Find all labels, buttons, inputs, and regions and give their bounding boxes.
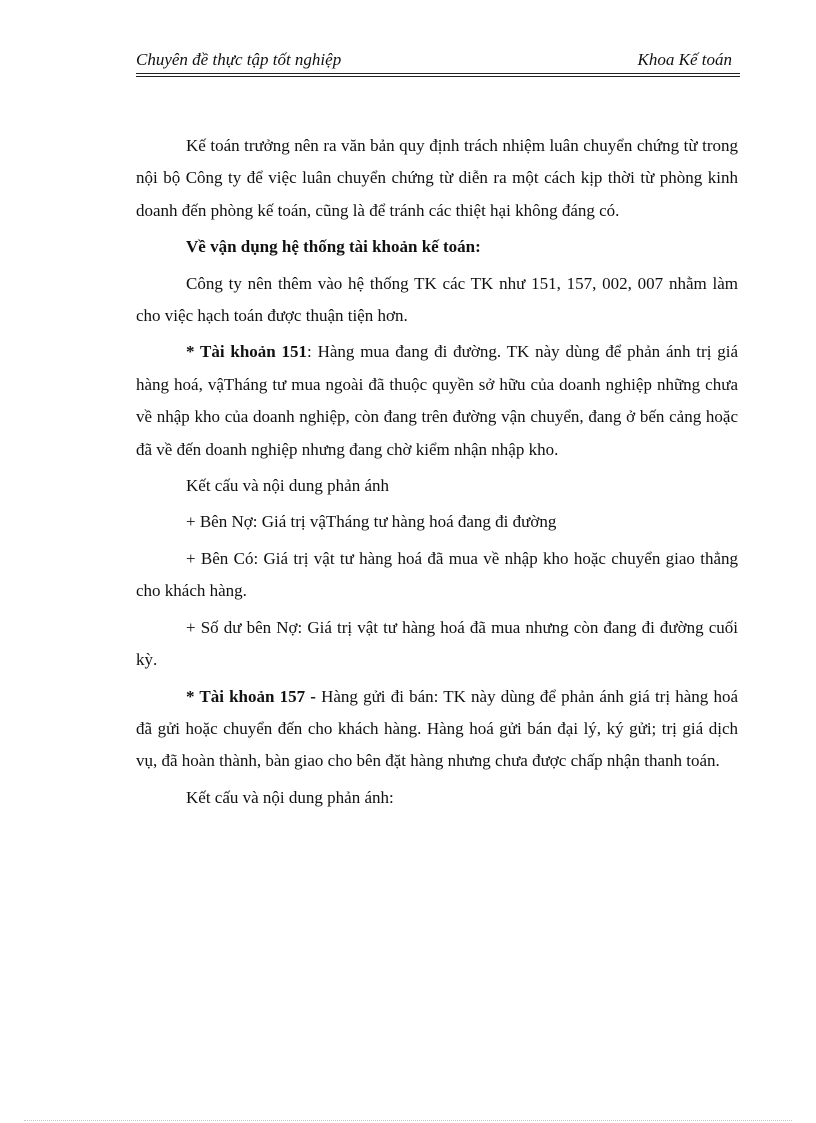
- header-left-title: Chuyên đề thực tập tốt nghiệp: [136, 50, 342, 69]
- page-header: [136, 50, 740, 70]
- header-rule-bottom: [136, 76, 740, 77]
- page-bottom-divider: [24, 1120, 792, 1121]
- paragraph: [136, 681, 738, 778]
- section-heading-text: Về vận dụng hệ thống tài khoản kế toán:: [186, 237, 481, 257]
- account-label: * Tài khoản 151: [186, 342, 308, 362]
- paragraph: + Bên Nợ: Giá trị vậTháng tư hàng hoá đang đi đường: [186, 512, 557, 532]
- document-body: [136, 130, 738, 818]
- account-description: Hàng gửi đi bán: TK này dùng để phản ánh giá trị hàng hoá đã gửi hoặc chuyển đến cho khách hàng. Hàng hoá gửi bán đại lý, ký gửi; trị giá dịch vụ, đã hoàn thành, bàn giao cho bên đặt hàng nhưng chưa được chấp nhận thanh toán.: [136, 686, 738, 771]
- paragraph: [136, 336, 738, 466]
- header-rule-top: [136, 73, 740, 74]
- account-label: * Tài khoản 157 -: [186, 686, 316, 706]
- paragraph: + Bên Có: Giá trị vật tư hàng hoá đã mua về nhập kho hoặc chuyển giao thẳng cho khách hàng.: [136, 548, 738, 601]
- paragraph: Kết cấu và nội dung phản ánh: [186, 476, 389, 496]
- section-heading: [136, 231, 738, 263]
- header-right-title: Khoa Kế toán: [637, 50, 732, 69]
- paragraph: Kế toán trưởng nên ra văn bản quy định trách nhiệm luân chuyển chứng từ trong nội bộ Công ty để việc luân chuyển chứng từ diễn ra một cách kịp thời từ phòng kinh doanh đến phòng kế toán, cũng là để tránh các thiệt hại không đáng có.: [136, 136, 738, 220]
- paragraph: Kết cấu và nội dung phản ánh:: [186, 787, 394, 807]
- paragraph: Công ty nên thêm vào hệ thống TK các TK như 151, 157, 002, 007 nhằm làm cho việc hạch toán được thuận tiện hơn.: [136, 273, 738, 326]
- paragraph: + Số dư bên Nợ: Giá trị vật tư hàng hoá đã mua nhưng còn đang đi đường cuối kỳ.: [136, 617, 738, 670]
- account-description: : Hàng mua đang đi đường. TK này dùng để phản ánh trị giá hàng hoá, vậTháng tư mua ngoài đã thuộc quyền sở hữu của doanh nghiệp những chưa về nhập kho của doanh nghiệp, còn đang trên đường vận chuyển, đang ở bến cảng hoặc đã về đến doanh nghiệp nhưng đang chờ kiểm nhận nhập kho.: [136, 342, 738, 459]
